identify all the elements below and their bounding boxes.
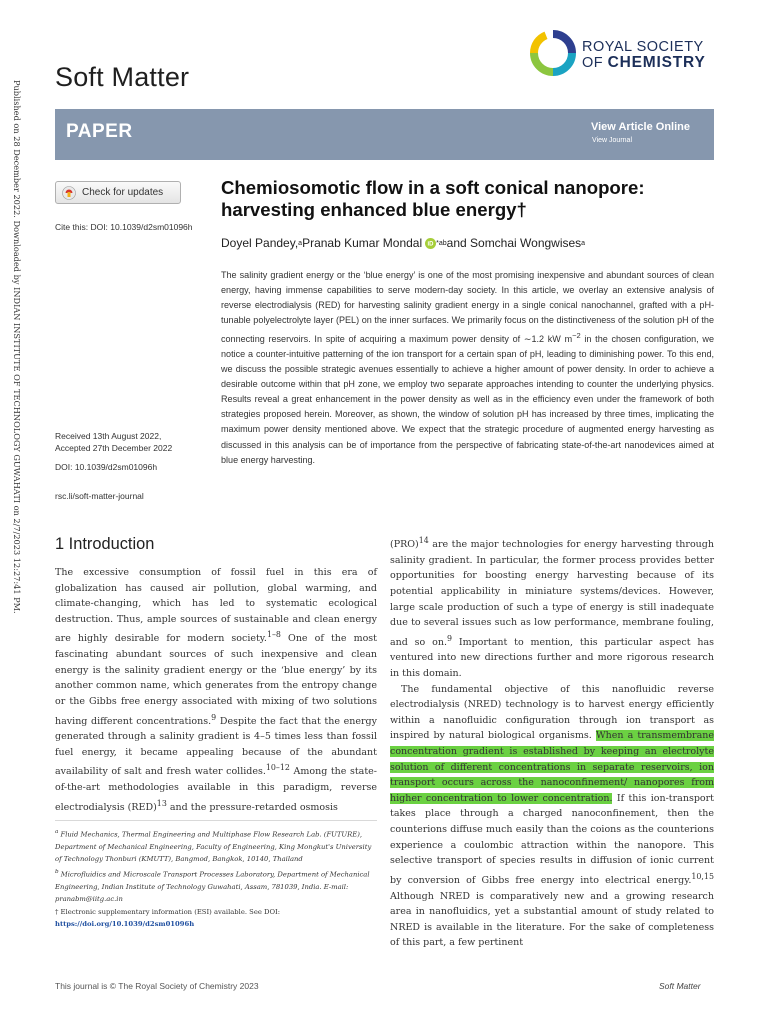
intro-paragraph-1: The excessive consumption of fossil fuel in this era of globalization has caused air pollution, global warming, and climate-changing, which has led to systematic ecological destruction. Thus, ample sources of sustainable and clean energy are highly desirable for modern society.$^{1-8}$ One of the most fascinating abundant sources of such inexpensive and clean energy is the salinity gradient energy or the ‘blue energy’ by its another common name, which generates from the entropy change or the Gibbs free energy associated with mixing of two solutions having different concentrations.$^9$ Despite the fact that the energy generated through a salinity gradient is 4–5 times less than fossil fuel energy, it became appealing because of the abundant availability of salt and fresh water collides.$^{10-12}$ Among the state-of-the-art methodologies available in this paradigm, reverse electrodialysis (RED)$^{13}$ and the pressure-retarded osmosis xyxy=(55,567,378,813)
author-2[interactable]: Pranab Kumar Mondal xyxy=(302,236,423,250)
footnote-divider xyxy=(55,820,377,821)
footnote-esi: † Electronic supplementary information (ESI) available. See DOI: https://doi.org/10.1039/d2sm01096h xyxy=(55,907,281,929)
article-type-label: PAPER xyxy=(66,121,133,142)
footnote-affiliation-b: $^b$ Microfluidics and Microscale Transport Processes Laboratory, Department of Mechanical Engineering, Indian Institute of Technology Guwahati, Assam, 781039, India. E-mail: pranabm@iitg.ac.in xyxy=(55,868,370,904)
body-column-left xyxy=(55,565,377,816)
publication-note-text: Published on 28 December 2022. Downloaded by INDIAN INSTITUTE OF TECHNOLOGY GUWAHATI on 2/7/2023 12:27:41 PM. xyxy=(12,80,22,614)
footer-journal-name: Soft Matter xyxy=(659,981,701,991)
citation-ref[interactable]: 1–8 xyxy=(266,630,281,640)
abstract: The salinity gradient energy or the ‘blue energy’ is one of the most promising inexpensive and abundant sources of clean energy, having immense capabilities to serve modern-day society. In this article, we overlay an extensive analysis of reverse electrodialysis (RED) for harvesting salinity gradient energy in a single conical nanochannel, grafted with a pH-tunable polyelectrolyte layer (PEL) on the inner surfaces. We primarily focus on the distinctiveness of the solution pH of the connecting reservoirs. In spite of acquiring a maximum power density of ∼1.2 kW $m^{-2}$ in the chosen configuration, we notice a counter-intuitive patterning of the ion transport for a certain span of pH, leading to diminishing power. To this end, we discuss the possible strategic avenues essentially to achieve a higher amount of power density. In order to achieve a desirable outcome within that pH zone, we employ two separate approaches intending to counter the underlying physics. Results reveal a great enhancement in the power density as well as in the efficiency even under the framework of both strategies proposed herein. Moreover, as shown, the window of solution pH has increased by three times, implicating the maximum power density mentioned above. We expect that the strategic procedure of augmented energy harvesting as discussed in this analysis can be of importance from the perspective of fabricating state-of-the-art nanodevices aimed at blue energy harvesting. xyxy=(221,270,714,465)
accepted-date: Accepted 27th December 2022 xyxy=(55,443,173,453)
body-column-right xyxy=(390,533,714,951)
footnote-affiliation-a: $^a$ Fluid Mechanics, Thermal Engineering and Multiphase Flow Research Lab. (FUTURE), Department of Mechanical Engineering, Faculty of Engineering, King Mongkut's University of Technology Thonburi (KMUTT), Bangmod, Bangkok, 10140, Thailand xyxy=(55,829,372,864)
author-1[interactable]: Doyel Pandey, xyxy=(221,236,299,250)
citation-ref[interactable]: 9 xyxy=(446,633,452,643)
intro-paragraph-1-continued: (PRO)$^{14}$ are the major technologies for energy harvesting through salinity gradient. In particular, the former process provides better opportunities for boosting energy harvesting because of its potential applicability in miniature systems/devices. However, large scale production of such a type of energy is still inadequate due to several issues such as low performance, membrane fouling, and so on.$^9$ Important to mention, this particular aspect has ventured into new directions further and more rigorous research in this domain. xyxy=(390,536,714,680)
publisher-logo[interactable] xyxy=(528,28,718,86)
section-heading-introduction: 1 Introduction xyxy=(55,535,155,553)
footnotes xyxy=(55,826,377,931)
cite-label: Cite this: xyxy=(55,222,91,232)
author-list xyxy=(221,236,585,250)
footer-copyright: This journal is © The Royal Society of Chemistry 2023 xyxy=(55,981,259,991)
received-dates xyxy=(55,430,172,454)
highlighted-text[interactable]: When a transmembrane concentration gradient is established by keeping an electrolyte solution of different concentrations in separate reservoirs, ion transport occurs across the nanoconfinement/ nanopores from higher concentration to lower concentration. xyxy=(390,730,714,804)
view-article-online-link[interactable]: View Article Online xyxy=(590,121,690,133)
crossmark-icon xyxy=(62,186,76,200)
author-1-affiliation: a xyxy=(298,239,303,247)
article-title: Chemiosomotic flow in a soft conical nanopore: harvesting enhanced blue energy† xyxy=(221,177,645,220)
view-journal-link[interactable]: View Journal xyxy=(592,137,632,144)
journal-title: Soft Matter xyxy=(55,62,190,92)
citation-ref[interactable]: 13 xyxy=(156,798,167,808)
received-date: Received 13th August 2022, xyxy=(55,431,162,441)
citation-ref[interactable]: 10–12 xyxy=(265,763,290,773)
svg-text:iD: iD xyxy=(427,241,434,248)
cite-this xyxy=(55,222,193,232)
check-for-updates-button[interactable] xyxy=(55,181,181,204)
publication-note xyxy=(0,0,22,700)
abstract-power-value: ∼1.2 kW m xyxy=(523,334,573,345)
check-for-updates-label: Check for updates xyxy=(82,187,164,198)
cite-doi[interactable]: DOI: 10.1039/d2sm01096h xyxy=(90,222,193,232)
author-3-affiliation: a xyxy=(581,239,586,247)
intro-paragraph-2: The fundamental objective of this nanofluidic reverse electrodialysis (NRED) technology is to harvest energy efficiently within a nanofluidic configuration through ion transport as inspired by natural biological organisms. When a transmembrane concentration gradient is established by keeping an electrolyte solution of different concentrations in separate reservoirs, ion transport occurs across the nanoconfinement/ nanopores from higher concentration to lower concentration. If this ion-transport takes place through a charged nanoconfinement, then the counterions diffuse much easily than the coions as the counterions experience a coulombic attraction within the nanopore. This selective transport of species results in diffusion of ionic current by conversion of Gibbs free energy into electrical energy.$^{10,15}$ Although NRED is comparatively new and a growing research area in nanofluidics, yet a substantial amount of study related to NRED is available in the literature. For the sake of completeness of this part, a few pertinent xyxy=(390,683,714,949)
publisher-name-line2: OF CHEMISTRY xyxy=(582,54,706,71)
journal-link[interactable]: rsc.li/soft-matter-journal xyxy=(55,491,144,501)
esi-doi-link[interactable]: https://doi.org/10.1039/d2sm01096h xyxy=(55,920,195,929)
orcid-icon[interactable] xyxy=(425,238,436,249)
citation-ref[interactable]: 14 xyxy=(418,536,429,545)
article-doi[interactable]: DOI: 10.1039/d2sm01096h xyxy=(55,462,158,472)
citation-ref[interactable]: 9 xyxy=(211,712,217,722)
citation-ref[interactable]: 10,15 xyxy=(691,871,714,881)
author-2-affiliation: *ab xyxy=(436,239,447,247)
rsc-logo-ring-icon xyxy=(530,30,576,76)
author-3[interactable]: and Somchai Wongwises xyxy=(446,236,582,250)
article-type-banner xyxy=(55,109,714,160)
publisher-name-line1: ROYAL SOCIETY xyxy=(582,39,704,55)
